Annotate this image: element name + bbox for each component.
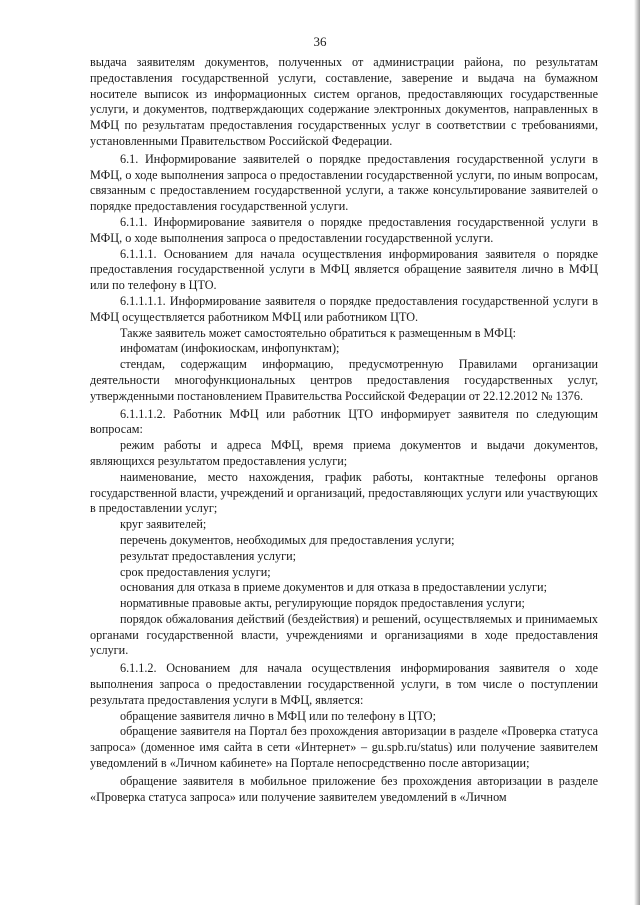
paragraph: Также заявитель может самостоятельно обратиться к размещенным в МФЦ: bbox=[120, 325, 517, 340]
list-item: перечень документов, необходимых для предоставления услуги; bbox=[120, 532, 455, 547]
list-item: порядок обжалования действий (бездействия) и решений, осуществляемых и принимаемых органами государственной власти, учреждениями и организациями в ходе предоставления услуги. bbox=[90, 611, 598, 658]
list-item: обращение заявителя на Портал без прохождения авторизации в разделе «Проверка статуса запроса» (доменное имя сайта в сети «Интернет» – gu.spb.ru/status) или получение заявителем уведомлений в «Личном кабинете» на Портале непосредственно после авторизации; bbox=[90, 724, 598, 771]
document-body bbox=[90, 55, 598, 805]
paragraph: 6.1.1. Информирование заявителя о порядке предоставления государственной услуги в МФЦ, о ходе выполнения запроса о предоставлении государственной услуги. bbox=[90, 214, 598, 245]
list-item: инфоматам (инфокиоскам, инфопунктам); bbox=[120, 341, 340, 356]
paragraph: выдача заявителям документов, полученных от администрации района, по результатам предоставления государственной услуги, составление, заверение и выдача на бумажном носителе выписок из информационных систем органов, предоставляющих государственные услуги, и документов, подтверждающих содержание электронных документов, направленных в МФЦ по результатам предоставления государственных услуг в соответствии с требованиями, установленными Правительством Российской Федерации. bbox=[90, 55, 598, 148]
page-edge-shadow bbox=[634, 0, 640, 905]
page-number: 36 bbox=[313, 34, 327, 49]
list-item: режим работы и адреса МФЦ, время приема документов и выдачи документов, являющихся результатом предоставления услуги; bbox=[90, 438, 598, 468]
list-item: основания для отказа в приеме документов и для отказа в предоставлении услуги; bbox=[120, 580, 547, 595]
list-item: наименование, место нахождения, график работы, контактные телефоны органов государственной власти, учреждений и организаций, предоставляющих услуги или участвующих в предоставлении услуг; bbox=[90, 469, 598, 516]
list-item: стендам, содержащим информацию, предусмотренную Правилами организации деятельности многофункциональных центров предоставления государственных услуг, утвержденными постановлением Правительства Российской Федерации от 22.12.2012 № 1376. bbox=[90, 357, 598, 403]
list-item: нормативные правовые акты, регулирующие порядок предоставления услуги; bbox=[120, 596, 525, 611]
list-item: круг заявителей; bbox=[120, 517, 207, 532]
paragraph: 6.1.1.1. Основанием для начала осуществления информирования заявителя о порядке предоставления государственной услуги в МФЦ является обращение заявителя лично в МФЦ или по телефону в ЦТО. bbox=[90, 246, 598, 293]
list-item: результат предоставления услуги; bbox=[120, 548, 297, 563]
list-item: обращение заявителя в мобильное приложение без прохождения авторизации в разделе «Проверка статуса запроса» или получение заявителем уведомлений в «Личном bbox=[90, 773, 598, 804]
paragraph: 6.1.1.1.1. Информирование заявителя о порядке предоставления государственной услуги в МФЦ осуществляется работником МФЦ или работником ЦТО. bbox=[90, 293, 598, 324]
paragraph: 6.1. Информирование заявителей о порядке предоставления государственной услуги в МФЦ, о ходе выполнения запроса о предоставлении государственной услуги, по иным вопросам, связанным с предоставлением государственной услуги, а также консультирование заявителей о порядке предоставления государственной услуги. bbox=[90, 151, 598, 214]
list-item: срок предоставления услуги; bbox=[120, 564, 271, 579]
paragraph: 6.1.1.2. Основанием для начала осуществления информирования заявителя о ходе выполнения запроса о предоставлении государственной услуги, в том числе о поступлении результата предоставления услуги в МФЦ, является: bbox=[90, 661, 598, 707]
paragraph: 6.1.1.1.2. Работник МФЦ или работник ЦТО информирует заявителя по следующим вопросам: bbox=[90, 406, 598, 437]
list-item: обращение заявителя лично в МФЦ или по телефону в ЦТО; bbox=[120, 708, 436, 723]
